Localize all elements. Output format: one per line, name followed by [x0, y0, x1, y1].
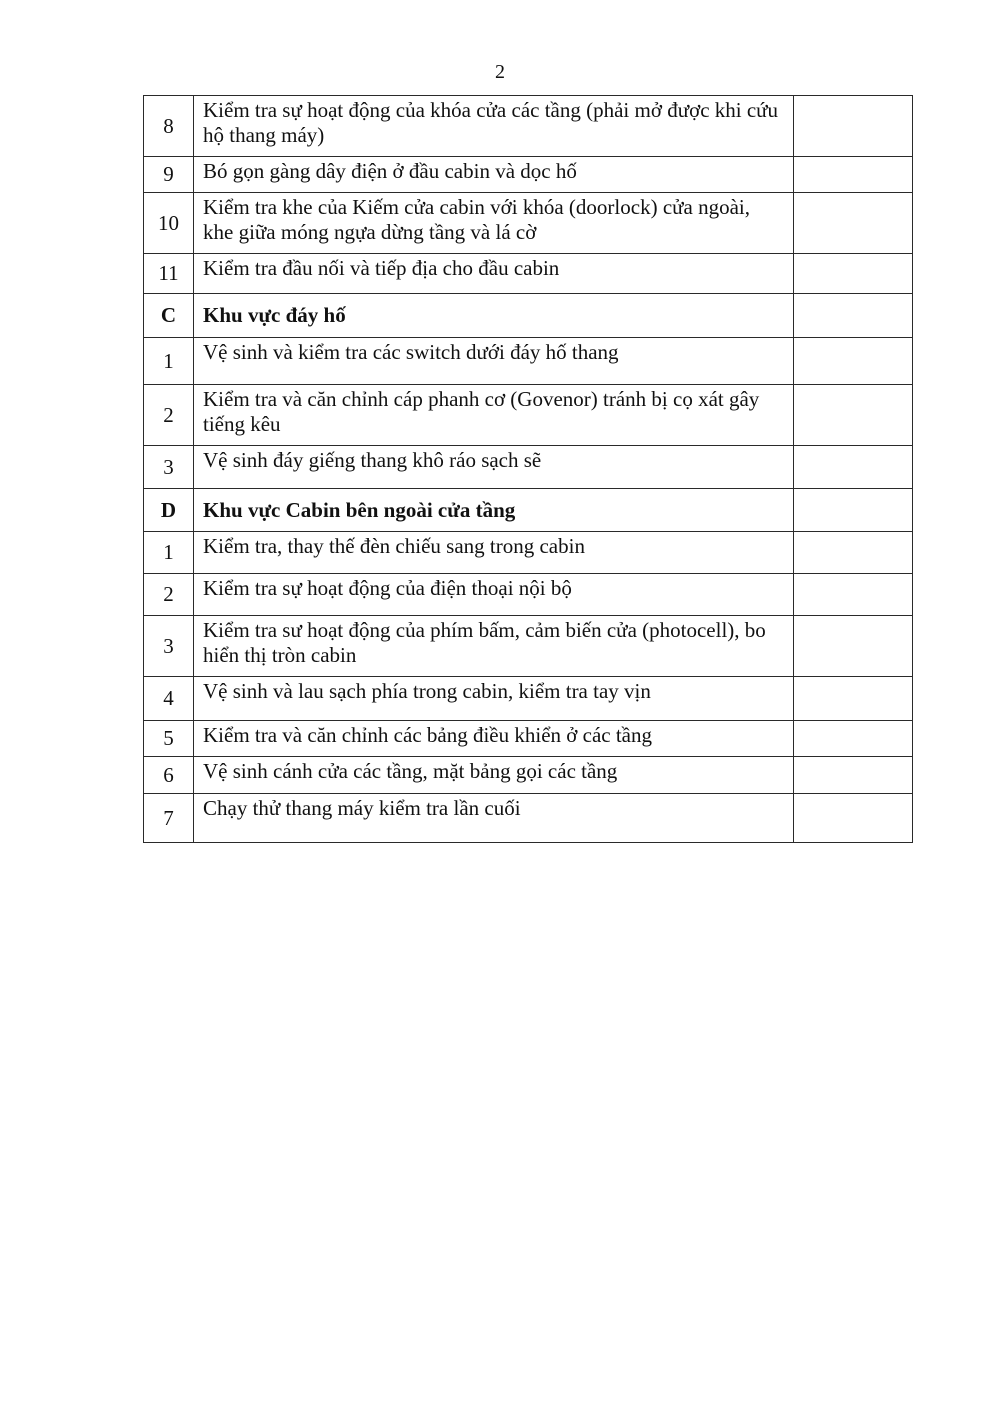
check-cell — [794, 721, 913, 757]
task-description: Bó gọn gàng dây điện ở đầu cabin và dọc hố — [194, 157, 794, 193]
task-description: Kiểm tra sự hoạt động của khóa cửa các tầng (phải mở được khi cứu hộ thang máy) — [194, 96, 794, 157]
check-cell — [794, 385, 913, 446]
check-cell — [794, 757, 913, 794]
task-description: Kiểm tra đầu nối và tiếp địa cho đầu cabin — [194, 254, 794, 294]
table-row — [144, 532, 913, 574]
task-description: Kiểm tra khe của Kiếm cửa cabin với khóa (doorlock) cửa ngoài, khe giữa móng ngựa dừng tầng và lá cờ — [194, 193, 794, 254]
task-description: Vệ sinh đáy giếng thang khô ráo sạch sẽ — [194, 446, 794, 489]
check-cell — [794, 574, 913, 616]
item-number: 1 — [144, 532, 194, 574]
checklist-body — [144, 96, 913, 843]
table-row — [144, 574, 913, 616]
table-row — [144, 616, 913, 677]
check-cell — [794, 157, 913, 193]
table-row — [144, 193, 913, 254]
section-letter: C — [144, 294, 194, 338]
task-description: Vệ sinh và kiểm tra các switch dưới đáy hố thang — [194, 338, 794, 385]
page-number: 2 — [495, 61, 505, 83]
table-row — [144, 385, 913, 446]
task-description: Kiểm tra và căn chỉnh cáp phanh cơ (Govenor) tránh bị cọ xát gây tiếng kêu — [194, 385, 794, 446]
task-description: Kiểm tra, thay thế đèn chiếu sang trong cabin — [194, 532, 794, 574]
check-cell — [794, 96, 913, 157]
item-number: 8 — [144, 96, 194, 157]
table-row — [144, 96, 913, 157]
item-number: 9 — [144, 157, 194, 193]
check-cell — [794, 446, 913, 489]
item-number: 10 — [144, 193, 194, 254]
item-number: 1 — [144, 338, 194, 385]
check-cell — [794, 338, 913, 385]
section-title: Khu vực đáy hố — [194, 294, 794, 338]
check-cell — [794, 794, 913, 843]
maintenance-checklist-table — [143, 95, 913, 843]
item-number: 7 — [144, 794, 194, 843]
check-cell — [794, 532, 913, 574]
item-number: 11 — [144, 254, 194, 294]
task-description: Vệ sinh cánh cửa các tầng, mặt bảng gọi các tầng — [194, 757, 794, 794]
task-description: Kiểm tra và căn chỉnh các bảng điều khiển ở các tầng — [194, 721, 794, 757]
item-number: 6 — [144, 757, 194, 794]
table-row — [144, 721, 913, 757]
table-row — [144, 677, 913, 721]
task-description: Vệ sinh và lau sạch phía trong cabin, kiểm tra tay vịn — [194, 677, 794, 721]
check-cell — [794, 616, 913, 677]
table-row — [144, 794, 913, 843]
item-number: 4 — [144, 677, 194, 721]
table-row — [144, 254, 913, 294]
task-description: Kiểm tra sư hoạt động của phím bấm, cảm biến cửa (photocell), bo hiển thị tròn cabin — [194, 616, 794, 677]
check-cell — [794, 193, 913, 254]
task-description: Kiểm tra sự hoạt động của điện thoại nội bộ — [194, 574, 794, 616]
check-cell — [794, 489, 913, 532]
check-cell — [794, 677, 913, 721]
section-row — [144, 489, 913, 532]
item-number: 3 — [144, 616, 194, 677]
table-row — [144, 157, 913, 193]
section-title: Khu vực Cabin bên ngoài cửa tầng — [194, 489, 794, 532]
item-number: 5 — [144, 721, 194, 757]
table-row — [144, 338, 913, 385]
table-row — [144, 757, 913, 794]
table-row — [144, 446, 913, 489]
task-description: Chạy thử thang máy kiểm tra lần cuối — [194, 794, 794, 843]
item-number: 2 — [144, 574, 194, 616]
item-number: 3 — [144, 446, 194, 489]
section-row — [144, 294, 913, 338]
item-number: 2 — [144, 385, 194, 446]
check-cell — [794, 294, 913, 338]
section-letter: D — [144, 489, 194, 532]
check-cell — [794, 254, 913, 294]
